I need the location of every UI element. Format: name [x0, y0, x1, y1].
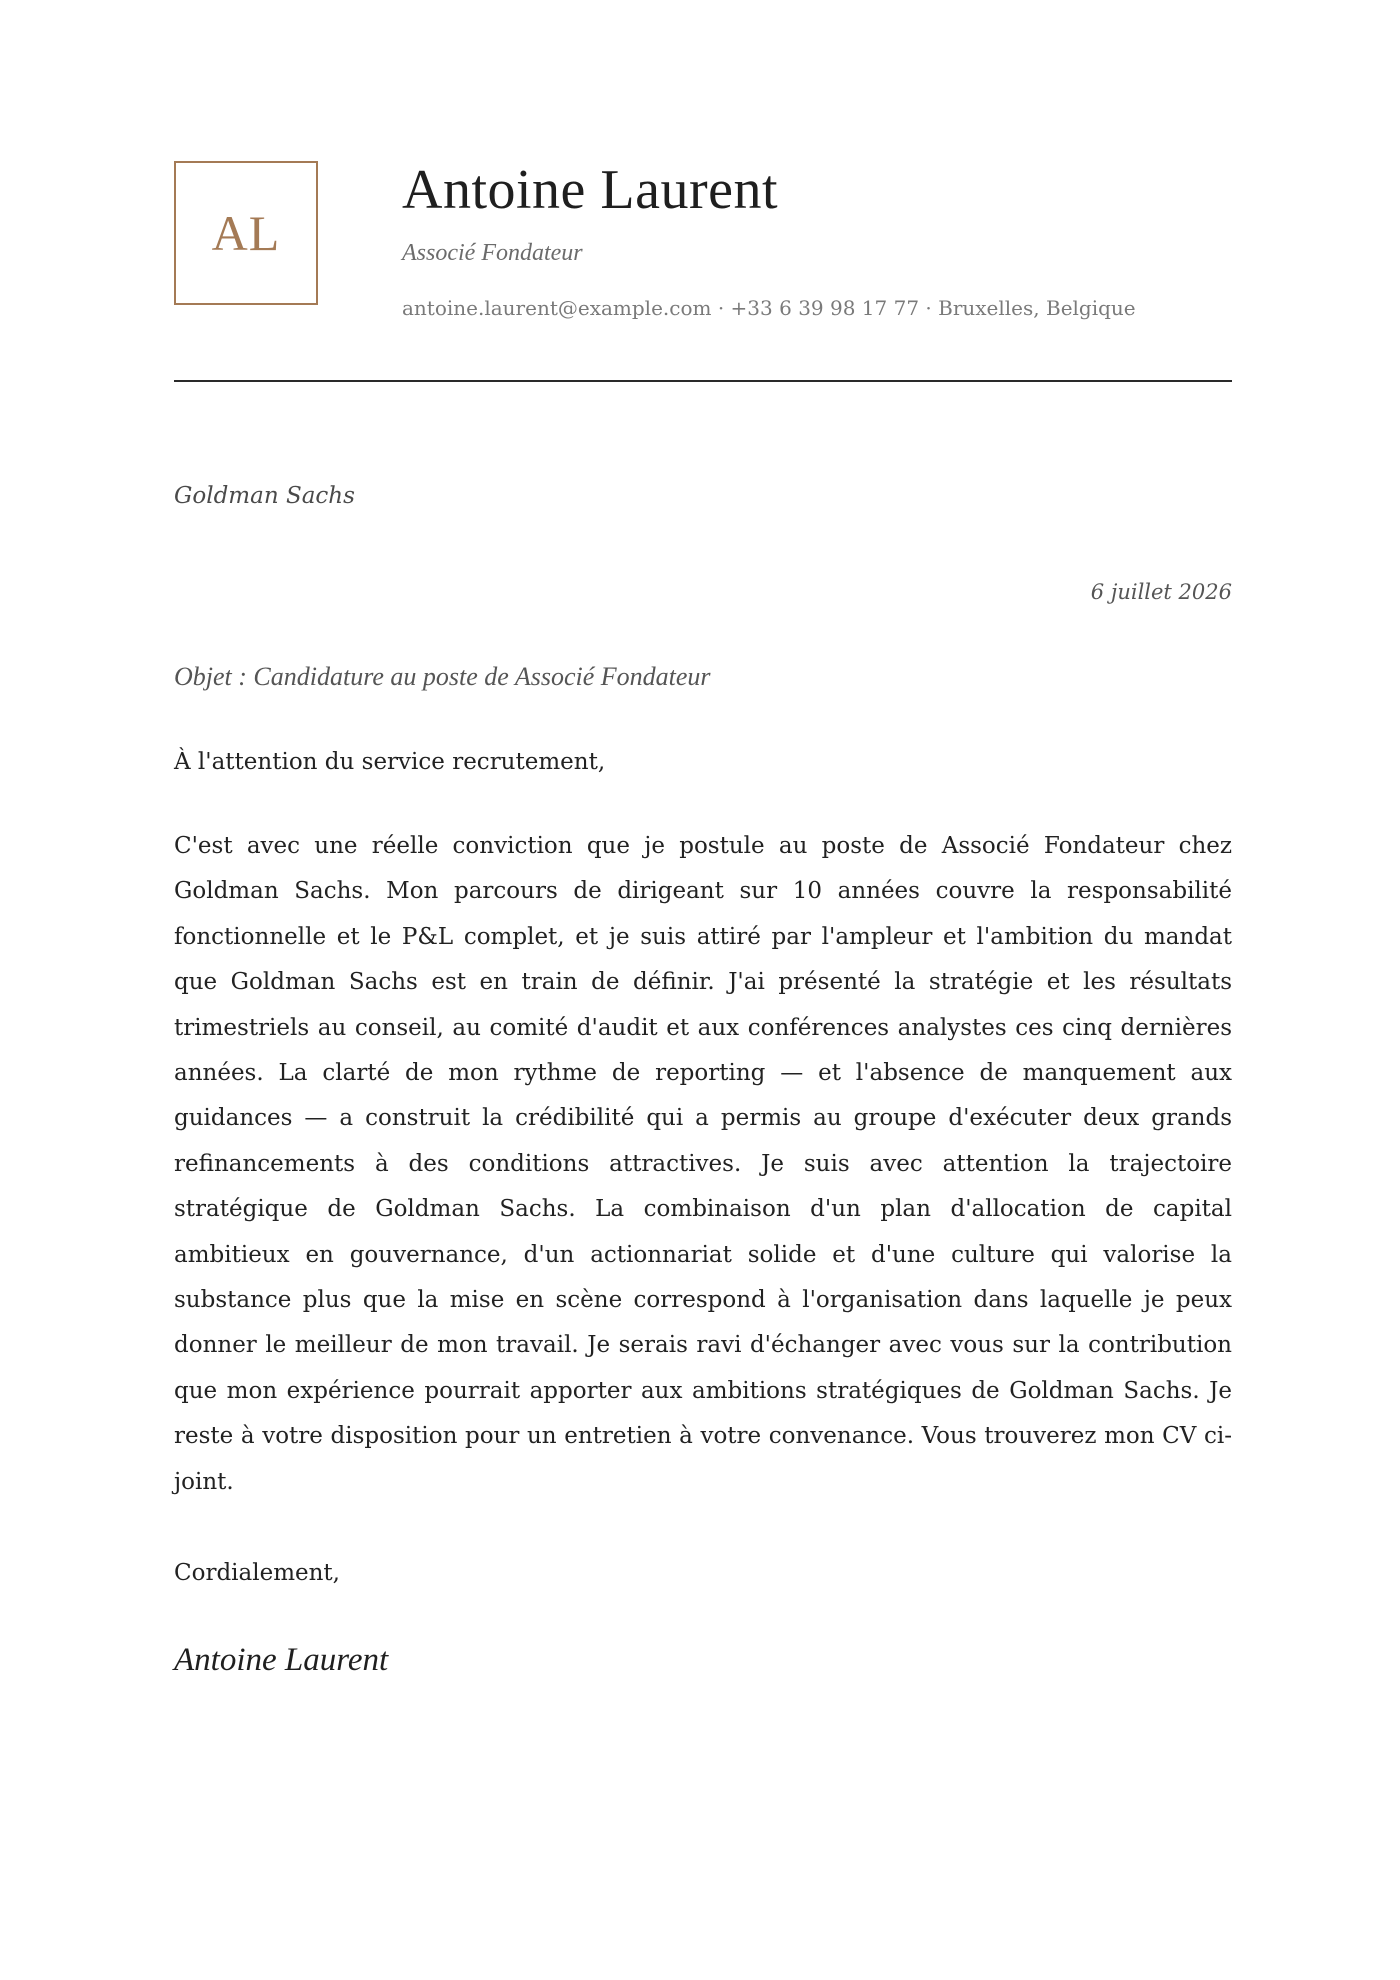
recipient-company: Goldman Sachs — [174, 483, 355, 509]
sender-name: Antoine Laurent — [402, 159, 779, 221]
sender-title: Associé Fondateur — [402, 240, 583, 266]
letter-salutation: À l'attention du service recrutement, — [174, 749, 606, 775]
letter-body: C'est avec une réelle conviction que je postule au poste de Associé Fondateur chez Goldman Sachs. Mon parcours de dirigeant sur 10 années couvre la responsabilité fonctionnelle et le P&L complet, et je suis attiré par l'ampleur et l'ambition du mandat que Goldman Sachs est en train de définir. J'ai présenté la stratégie et les résultats trimestriels au conseil, au comité d'audit et aux conférences analystes ces cinq dernières années. La clarté de mon rythme de reporting — et l'absence de manquement aux guidances — a construit la crédibilité qui a permis au groupe d'exécuter deux grands refinancements à des conditions attractives. Je suis avec attention la trajectoire stratégique de Goldman Sachs. La combinaison d'un plan d'allocation de capital ambitieux en gouvernance, d'un actionnariat solide et d'une culture qui valorise la substance plus que la mise en scène correspond à l'organisation dans laquelle je peux donner le meilleur de mon travail. Je serais ravi d'échanger avec vous sur la contribution que mon expérience pourrait apporter aux ambitions stratégiques de Goldman Sachs. Je reste à votre disposition pour un entretien à votre convenance. Vous trouverez mon CV ci-joint. — [174, 833, 1232, 1495]
letter-closing: Cordialement, — [174, 1560, 340, 1586]
monogram-initials: AL — [211, 205, 281, 261]
letter-subject: Objet : Candidature au poste de Associé Fondateur — [174, 662, 711, 691]
monogram-badge — [174, 161, 318, 305]
sender-contact-line: antoine.laurent@example.com · +33 6 39 98 17 77 · Bruxelles, Belgique — [402, 296, 1136, 320]
header-divider — [174, 380, 1232, 382]
letter-date: 6 juillet 2026 — [1090, 580, 1232, 604]
signature: Antoine Laurent — [174, 1642, 389, 1678]
